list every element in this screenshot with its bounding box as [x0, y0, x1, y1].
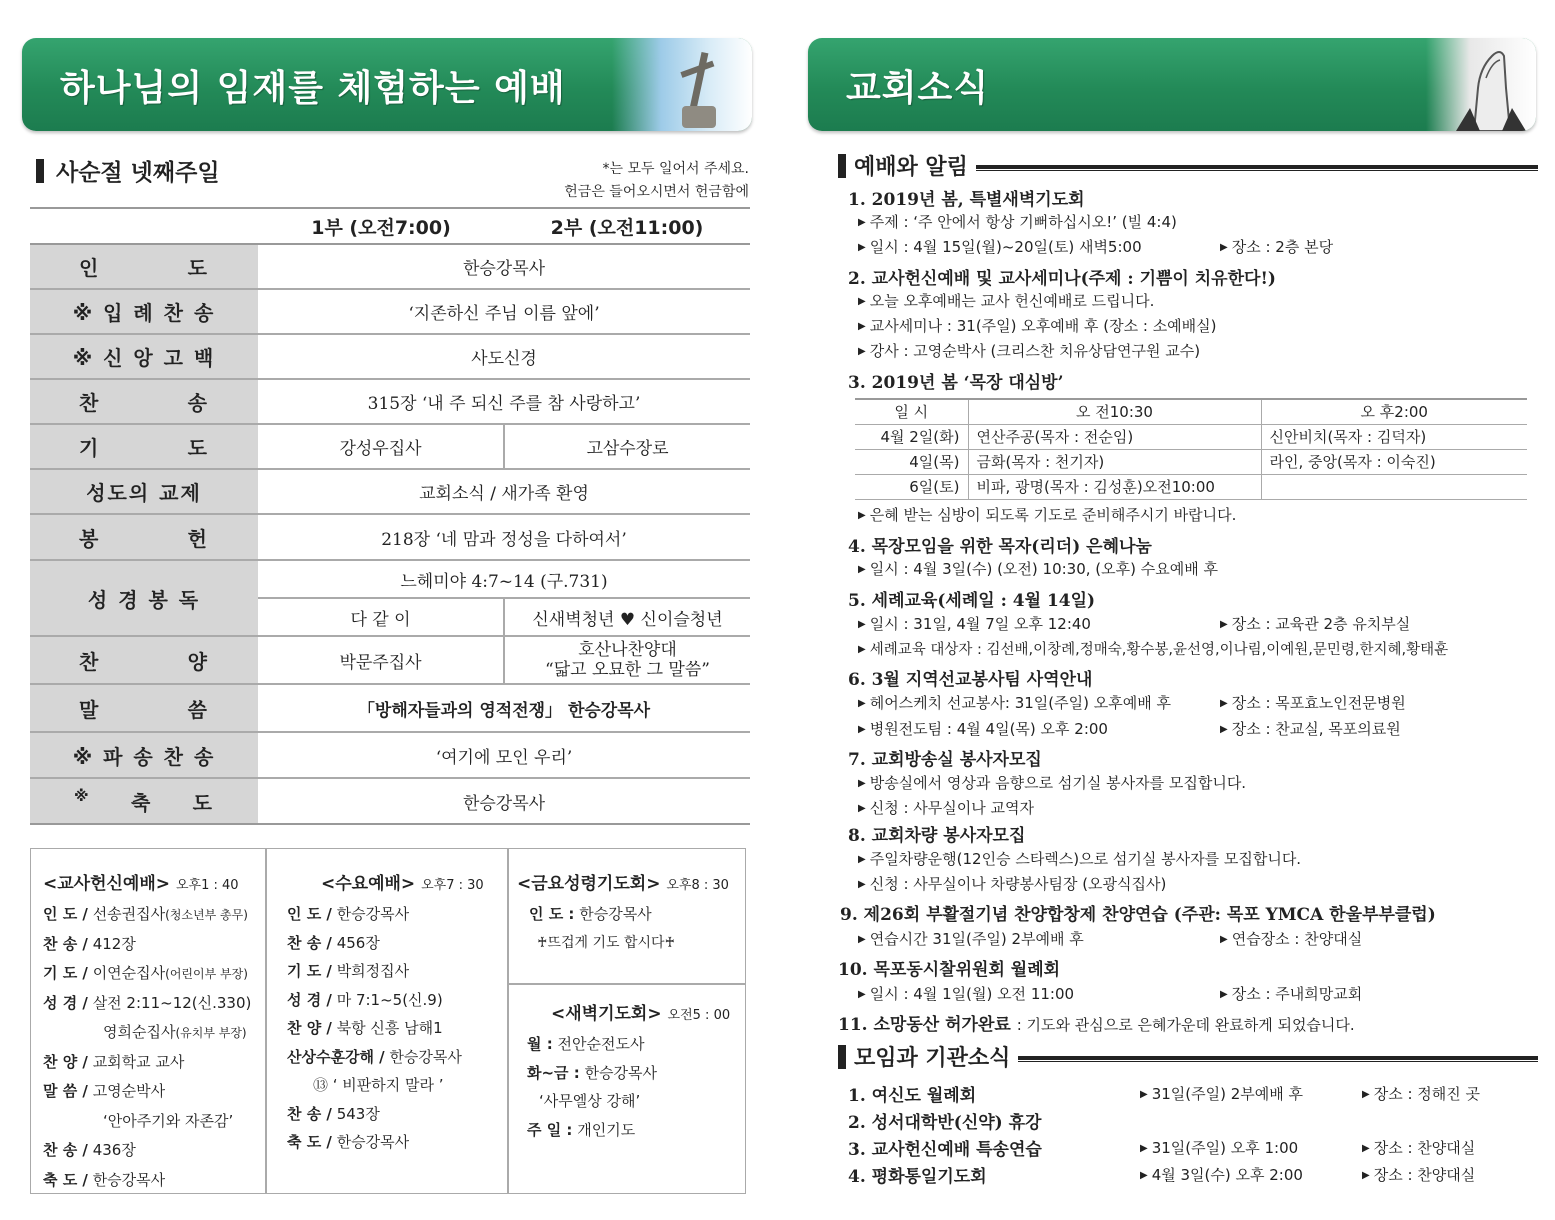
- worship-order-table: [30, 207, 750, 825]
- row-label: 기 도: [30, 425, 258, 468]
- box-line: 찬 송 / 543장: [287, 1104, 380, 1123]
- table-row: [855, 399, 1527, 424]
- row-value: ‘지존하신 주님 이름 앞에’: [408, 304, 600, 324]
- worship-banner-title: 하나님의 임재를 체험하는 예배: [60, 68, 566, 109]
- praying-hands-icon: [1456, 38, 1526, 131]
- table-row: [30, 779, 750, 825]
- lent-title-text: 사순절 넷째주일: [56, 160, 220, 186]
- row-label: 성도의 교제: [30, 470, 258, 513]
- notice-item: 1. 2019년 봄, 특별새벽기도회: [848, 190, 1085, 210]
- table-cell: 라인, 중앙(목자 : 이숙진): [1261, 449, 1527, 474]
- table-cell: 4월 2일(화): [855, 424, 968, 449]
- box-line: ⑬ ‘ 비판하지 말라 ’: [313, 1076, 444, 1094]
- notice-detail: ▶ 일시 : 4월 15일(월)~20일(토) 새벽5:00: [858, 238, 1142, 256]
- box-line: 말 씀 / 고영순박사: [43, 1082, 166, 1100]
- wednesday-service-box: [266, 848, 508, 1194]
- table-row: [855, 474, 1527, 499]
- notice-detail: ▶ 은혜 받는 심방이 되도록 기도로 준비해주시기 바랍니다.: [858, 506, 1237, 524]
- notice-item: 11. 소망동산 허가완료 : 기도와 관심으로 은혜가운데 완료하게 되었습니다.: [838, 1015, 1355, 1035]
- notice-detail: ▶ 일시 : 31일, 4월 7일 오후 12:40: [858, 615, 1091, 633]
- lent-section-title: [36, 154, 220, 187]
- notice-item: 4. 목장모임을 위한 목자(리더) 은혜나눔: [848, 537, 1152, 557]
- row-value: 「방해자들과의 영적전쟁」 한승강목사: [357, 700, 651, 721]
- box-line: ♰뜨겁게 기도 합시다♰: [537, 934, 676, 951]
- row-value: 교회소식 / 새가족 환영: [419, 484, 589, 504]
- box-line: 축 도 / 한승강목사: [43, 1170, 166, 1189]
- row-label: ※ 축 도: [30, 779, 258, 823]
- notice-detail: ▶ 연습장소 : 찬양대실: [1220, 930, 1363, 948]
- cross-icon: [676, 48, 720, 128]
- notice-detail: ▶ 장소 : 2층 본당: [1220, 238, 1334, 256]
- notice-detail: ▶ 장소 : 주내희망교회: [1220, 985, 1363, 1003]
- row-label: 봉 헌: [30, 515, 258, 559]
- row-label: 찬 양: [30, 637, 258, 683]
- box-title: <교사헌신예배> 오후1 : 40: [43, 874, 239, 894]
- notice-section-title: 예배와 알림: [838, 150, 1538, 181]
- box-line: 축 도 / 한승강목사: [287, 1133, 410, 1151]
- notice-detail: ▶ 오늘 오후예배는 교사 헌신예배로 드립니다.: [858, 292, 1155, 310]
- box-line: 찬 양 / 북항 신흥 남해1: [287, 1019, 443, 1037]
- row-value: 느헤미야 4:7~14 (구.731): [258, 561, 750, 599]
- box-line: ‘안아주기와 자존감’: [103, 1111, 234, 1130]
- notice-item: 9. 제26회 부활절기념 찬양합창제 찬양연습 (주관: 목포 YMCA 한울부부클럽): [840, 905, 1436, 925]
- row-label: ※ 신 앙 고 백: [30, 335, 258, 378]
- notice-detail: ▶ 장소 : 찬교실, 목포의료원: [1220, 720, 1401, 738]
- box-line: 인 도 : 한승강목사: [529, 905, 652, 923]
- section-bar: [36, 159, 44, 183]
- box-line: 찬 송 / 412장: [43, 934, 136, 953]
- notice-detail: ▶ 신청 : 사무실이나 차량봉사팀장 (오광식집사): [858, 875, 1167, 893]
- box-line: 기 도 / 이연순집사(어린이부 부장): [43, 964, 248, 982]
- teacher-service-box: [30, 848, 266, 1194]
- row-value: 한승강목사: [462, 259, 546, 279]
- table-row: [30, 637, 750, 685]
- notice-detail: ▶ 주일차량운행(12인승 스타렉스)으로 섬기실 봉사자를 모집합니다.: [858, 850, 1302, 868]
- group-item: 3. 교사헌신예배 특송연습: [848, 1140, 1042, 1160]
- group-time: ▶ 31일(주일) 2부예배 후: [1140, 1085, 1304, 1103]
- row-value: 신새벽청년 ♥ 신이슬청년: [503, 599, 750, 635]
- table-row: [30, 733, 750, 779]
- worship-table-header: [30, 207, 750, 245]
- notice-item: 10. 목포동시찰위원회 월례회: [838, 960, 1061, 980]
- box-line: 인 도 / 한승강목사: [287, 905, 410, 923]
- row-label: ※ 입 례 찬 송: [30, 290, 258, 333]
- row-value: 호산나찬양대 “닯고 오묘한 그 말씀”: [503, 637, 750, 683]
- dawn-prayer-box: [508, 984, 746, 1194]
- table-row: [30, 470, 750, 515]
- box-line: 영희순집사(유치부 부장): [103, 1023, 247, 1041]
- notice-detail: ▶ 연습시간 31일(주일) 2부예배 후: [858, 930, 1084, 948]
- table-header: 오 후2:00: [1261, 399, 1527, 424]
- notice-detail: ▶ 헤어스케치 선교봉사: 31일(주일) 오후예배 후: [858, 694, 1171, 712]
- notice-detail: ▶ 병원전도팀 : 4월 4일(목) 오후 2:00: [858, 720, 1108, 738]
- group-time: ▶ 4월 3일(수) 오후 2:00: [1140, 1166, 1303, 1184]
- news-banner: [808, 38, 1536, 131]
- table-row: [30, 245, 750, 290]
- table-cell: 연산주공(목자 : 전순임): [968, 424, 1261, 449]
- notice-detail: ▶ 강사 : 고영순박사 (크리스찬 치유상담연구원 교수): [858, 342, 1201, 360]
- friday-prayer-box: [508, 848, 746, 984]
- row-value: 한승강목사: [462, 793, 546, 814]
- box-line: 찬 송 / 456장: [287, 933, 380, 952]
- worship-banner: [22, 38, 752, 131]
- group-place: ▶ 장소 : 정해진 곳: [1362, 1085, 1481, 1103]
- table-header: 오 전10:30: [968, 399, 1261, 424]
- notice-detail: ▶ 주제 : ‘주 안에서 항상 기뻐하십시오!’ (빌 4:4): [858, 213, 1177, 231]
- table-cell: 비파, 광명(목자 : 김성훈)오전10:00: [968, 474, 1261, 499]
- row-value: 박문주집사: [339, 652, 422, 673]
- row-value: ‘여기에 모인 우리’: [435, 747, 573, 768]
- box-title: <새벽기도회> 오전5 : 00: [551, 1004, 731, 1024]
- row-value: 사도신경: [471, 349, 537, 369]
- table-row: [30, 561, 750, 637]
- table-cell: 신안비치(목자 : 김덕자): [1261, 424, 1527, 449]
- notice-item: 6. 3월 지역선교봉사팀 사역안내: [848, 670, 1093, 690]
- standing-note: *는 모두 일어서 주세요.: [602, 161, 749, 177]
- box-line: 성 경 / 마 7:1~5(신.9): [287, 990, 443, 1009]
- box-title: <금요성령기도회> 오후8 : 30: [517, 874, 729, 894]
- notice-detail: ▶ 신청 : 사무실이나 교역자: [858, 799, 1034, 817]
- box-line: 화~금 : 한승강목사: [527, 1063, 658, 1082]
- row-value: 고삼수장로: [503, 425, 750, 468]
- table-row: [855, 424, 1527, 449]
- row-label: 말 씀: [30, 685, 258, 731]
- notice-item: 7. 교회방송실 봉사자모집: [848, 750, 1042, 770]
- table-header: 일 시: [855, 399, 968, 424]
- row-label: 성 경 봉 독: [30, 561, 258, 635]
- row-value: 강성우집사: [339, 439, 422, 459]
- box-line: 주 일 : 개인기도: [527, 1120, 636, 1139]
- visitation-table: [855, 398, 1527, 500]
- table-cell: [1261, 474, 1527, 499]
- table-row: [30, 335, 750, 380]
- notice-detail: ▶ 교사세미나 : 31(주일) 오후예배 후 (장소 : 소예배실): [858, 317, 1217, 335]
- row-label: 인 도: [30, 245, 258, 288]
- group-item: 4. 평화통일기도회: [848, 1167, 987, 1187]
- table-row: [30, 380, 750, 425]
- service1-header: 1부 (오전7:00): [311, 216, 451, 239]
- row-value: 218장 ‘네 맘과 정성을 다하여서’: [381, 529, 627, 550]
- box-title: <수요예배> 오후7 : 30: [321, 874, 484, 894]
- row-value: 다 같 이: [350, 609, 411, 630]
- box-line: 찬 양 / 교회학교 교사: [43, 1052, 185, 1071]
- table-row: [30, 685, 750, 733]
- notice-item: 3. 2019년 봄 ‘목장 대심방’: [848, 373, 1064, 393]
- table-row: [30, 290, 750, 335]
- table-cell: 6일(토): [855, 474, 968, 499]
- notice-detail: ▶ 방송실에서 영상과 음향으로 섬기실 봉사자를 모집합니다.: [858, 774, 1247, 792]
- table-cell: 4일(목): [855, 449, 968, 474]
- notice-detail: ▶ 일시 : 4월 3일(수) (오전) 10:30, (오후) 수요예배 후: [858, 560, 1218, 578]
- box-line: 산상수훈강해 / 한승강목사: [287, 1047, 462, 1066]
- notice-detail: ▶ 세례교육 대상자 : 김선배,이창례,정매숙,황수봉,윤선영,이나림,이예원,문민령,한지혜,황태훈: [858, 642, 1449, 658]
- box-line: 월 : 전안순전도사: [527, 1035, 645, 1053]
- notice-item: 5. 세례교육(세례일 : 4월 14일): [848, 591, 1096, 611]
- table-cell: 금화(목자 : 천기자): [968, 449, 1261, 474]
- box-line: 인 도 / 선송권집사(청소년부 총무): [43, 905, 248, 923]
- news-banner-title: 교회소식: [846, 68, 990, 109]
- table-row: [30, 515, 750, 561]
- group-place: ▶ 장소 : 찬양대실: [1362, 1166, 1476, 1184]
- group-item: 2. 성서대학반(신약) 휴강: [848, 1113, 1042, 1133]
- table-row: [30, 425, 750, 470]
- box-line: 성 경 / 살전 2:11~12(신.330): [43, 993, 252, 1012]
- group-time: ▶ 31일(주일) 오후 1:00: [1140, 1139, 1299, 1157]
- box-line: 기 도 / 박희정집사: [287, 962, 410, 980]
- notice-detail: ▶ 일시 : 4월 1일(월) 오전 11:00: [858, 985, 1075, 1003]
- box-line: ‘사무엘상 강해’: [539, 1092, 641, 1110]
- service2-header: 2부 (오전11:00): [550, 216, 704, 239]
- notice-item: 8. 교회차량 봉사자모집: [848, 826, 1026, 846]
- notice-detail: ▶ 장소 : 교육관 2층 유치부실: [1220, 615, 1411, 633]
- table-row: [855, 449, 1527, 474]
- row-value: 315장 ‘내 주 되신 주를 참 사랑하고’: [367, 394, 641, 414]
- row-label: ※ 파 송 찬 송: [30, 733, 258, 777]
- notice-item: 2. 교사헌신예배 및 교사세미나(주제 : 기쁨이 치유한다!): [848, 269, 1276, 289]
- row-label: 찬 송: [30, 380, 258, 423]
- group-place: ▶ 장소 : 찬양대실: [1362, 1139, 1476, 1157]
- box-line: 찬 송 / 436장: [43, 1141, 136, 1159]
- group-item: 1. 여신도 월례회: [848, 1086, 977, 1106]
- notice-detail: ▶ 장소 : 목포효노인전문병원: [1220, 694, 1406, 712]
- offering-note: 헌금은 들어오시면서 헌금함에: [564, 184, 749, 200]
- groups-section-title: 모임과 기관소식: [838, 1041, 1538, 1072]
